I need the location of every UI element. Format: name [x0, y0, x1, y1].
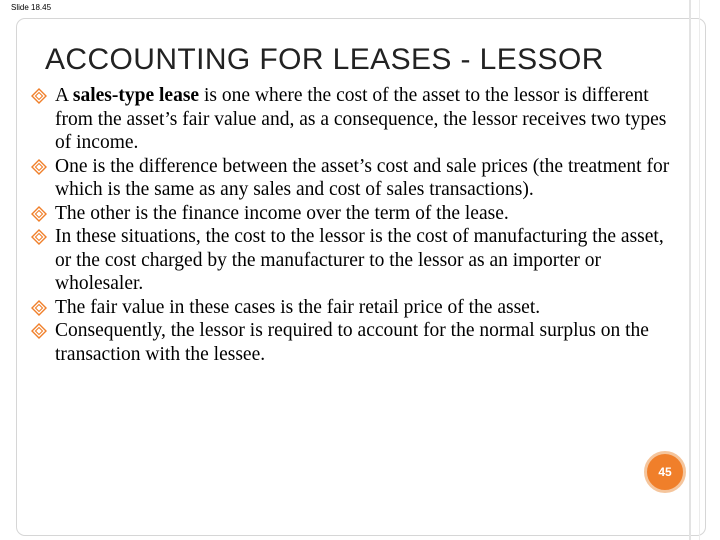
bullet-text: A [55, 85, 73, 106]
bullet-item [31, 296, 671, 320]
bullet-term: sales-type lease [72, 85, 200, 106]
bullet-text: In these situations, the cost to the lessor is the cost of manufacturing the asset, or the cost charged by the manufacturer to the lessor as an importer or wholesaler. [55, 226, 664, 294]
bullet-text: The other is the finance income over the term of the lease. [55, 202, 509, 224]
bullet-text-rest: is one where the cost of the asset to the lessor is different from the asset’s fair value and, as a consequence, the lessor receives two types of income. [55, 85, 667, 153]
bullet-item [31, 319, 671, 366]
diamond-bullet-icon [31, 159, 47, 175]
bullet-text: The fair value in these cases is the fair retail price of the asset. [55, 296, 541, 318]
diamond-bullet-icon [31, 88, 47, 104]
edge-line-secondary [699, 0, 700, 540]
bullet-item [31, 155, 671, 202]
edge-line [689, 0, 691, 540]
slide-id: Slide 18.45 [11, 3, 52, 12]
bullet-item [31, 202, 671, 226]
slide-title: ACCOUNTING FOR LEASES - LESSOR [45, 43, 604, 76]
diamond-bullet-icon [31, 323, 47, 339]
diamond-bullet-icon [31, 300, 47, 316]
bullet-item [31, 84, 671, 155]
bullet-item [31, 225, 671, 296]
bullet-text: One is the difference between the asset’s cost and sale prices (the treatment for which is the same as any sales and cost of sales transactions). [55, 155, 670, 200]
page-number-badge: 45 [644, 451, 686, 493]
diamond-bullet-icon [31, 206, 47, 222]
diamond-bullet-icon [31, 229, 47, 245]
bullet-list [31, 84, 671, 366]
bullet-text: Consequently, the lessor is required to account for the normal surplus on the transaction with the lessee. [55, 320, 649, 365]
